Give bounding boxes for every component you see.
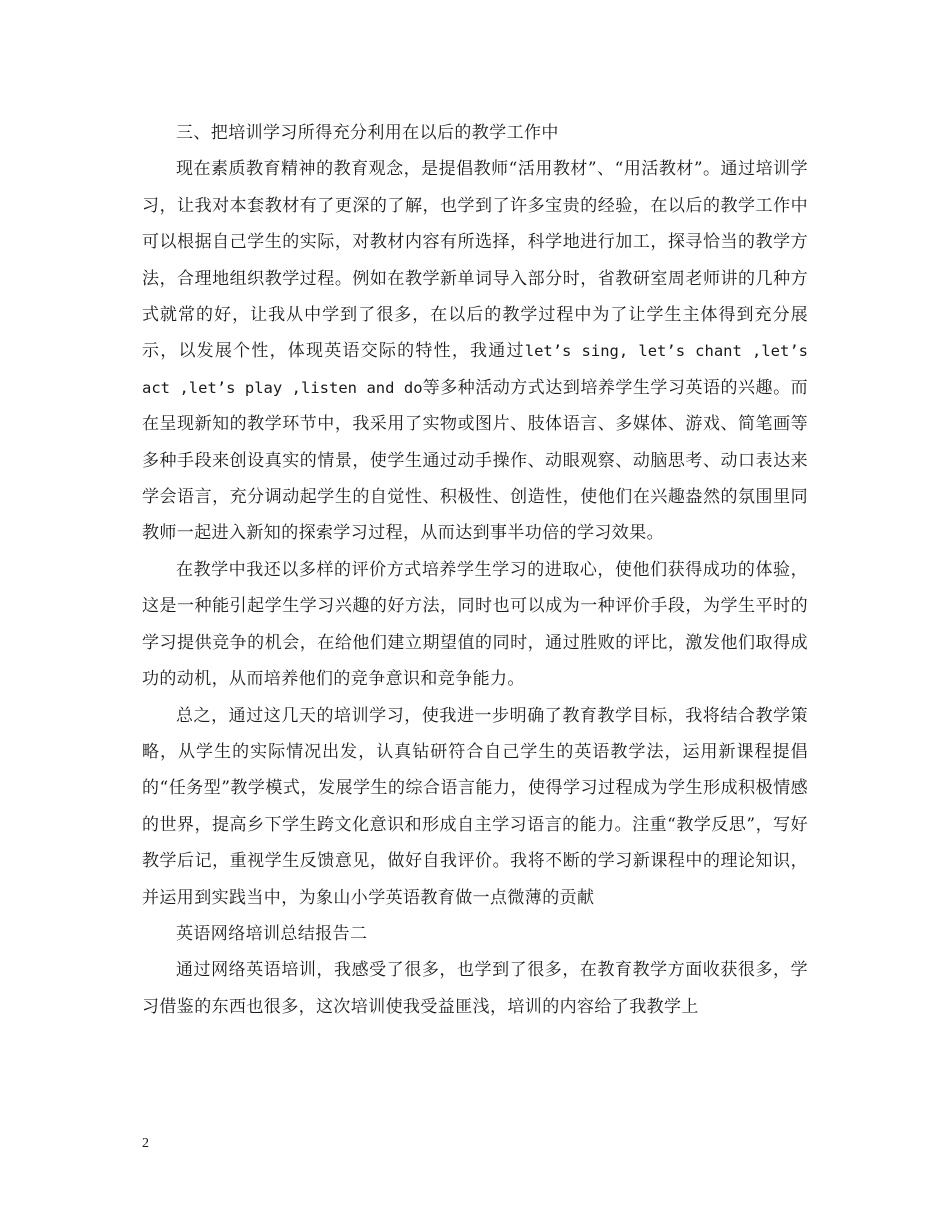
page-content bbox=[142, 115, 808, 1025]
paragraph-text-part-1: 现在素质教育精神的教育观念，是提倡教师“活用教材”、“用活教材”。通过培训学习，让我对本套教材有了更深的了解，也学到了许多宝贵的经验，在以后的教学工作中可以根据自己学生的实际，对教材内容有所选择，科学地进行加工，探寻恰当的教学方法，合理地组织教学过程。例如在教学新单词导入部分时，省教研室周老师讲的几种方式就常的好，让我从中学到了很多，在以后的教学过程中为了让学生主体得到充分展示，以发展个性，体现英语交际的特性，我通过 bbox=[142, 159, 808, 362]
page-number: 2 bbox=[142, 1136, 149, 1151]
report-subtitle: 英语网络培训总结报告二 bbox=[176, 923, 368, 944]
paragraph-text-part-2: 等多种活动方式达到培养学生学习英语的兴趣。而在呈现新知的教学环节中，我采用了实物或图片、肢体语言、多媒体、游戏、简笔画等多种手段来创设真实的情景，使学生通过动手操作、动眼观察、动脑思考、动口表达来学会语言，充分调动起学生的自觉性、积极性、创造性，使他们在兴趣盎然的氛围里同教师一起进入新知的探索学习过程，从而达到事半功倍的学习效果。 bbox=[142, 377, 808, 544]
paragraph-evaluation: 在教学中我还以多样的评价方式培养学生学习的进取心，使他们获得成功的体验，这是一种能引起学生学习兴趣的好方法，同时也可以成为一种评价手段，为学生平时的学习提供竞争的机会，在给他们建立期望值的同时，通过胜败的评比，激发他们取得成功的动机，从而培养他们的竞争意识和竞争能力。 bbox=[142, 559, 808, 690]
section-heading: 三、把培训学习所得充分利用在以后的教学工作中 bbox=[176, 123, 559, 143]
english-activities-text: let’s sing, let’s chant ,let’s act ,let’s play ,listen and do bbox=[142, 342, 808, 397]
paragraph-network-training: 通过网络英语培训，我感受了很多，也学到了很多，在教育教学方面收获很多，学习借鉴的东西也很多，这次培训使我受益匪浅，培训的内容给了我教学上 bbox=[142, 960, 808, 1017]
paragraph-conclusion: 总之，通过这几天的培训学习，使我进一步明确了教育教学目标，我将结合教学策略，从学生的实际情况出发，认真钻研符合自己学生的英语教学法，运用新课程提倡的“任务型”教学模式，发展学生的综合语言能力，使得学习过程成为学生形成积极情感的世界，提高乡下学生跨文化意识和形成自主学习语言的能力。注重“教学反思”，写好教学后记，重视学生反馈意见，做好自我评价。我将不断的学习新课程中的理论知识，并运用到实践当中，为象山小学英语教育做一点微薄的贡献 bbox=[142, 705, 808, 908]
paragraph-teaching-materials bbox=[142, 151, 808, 551]
